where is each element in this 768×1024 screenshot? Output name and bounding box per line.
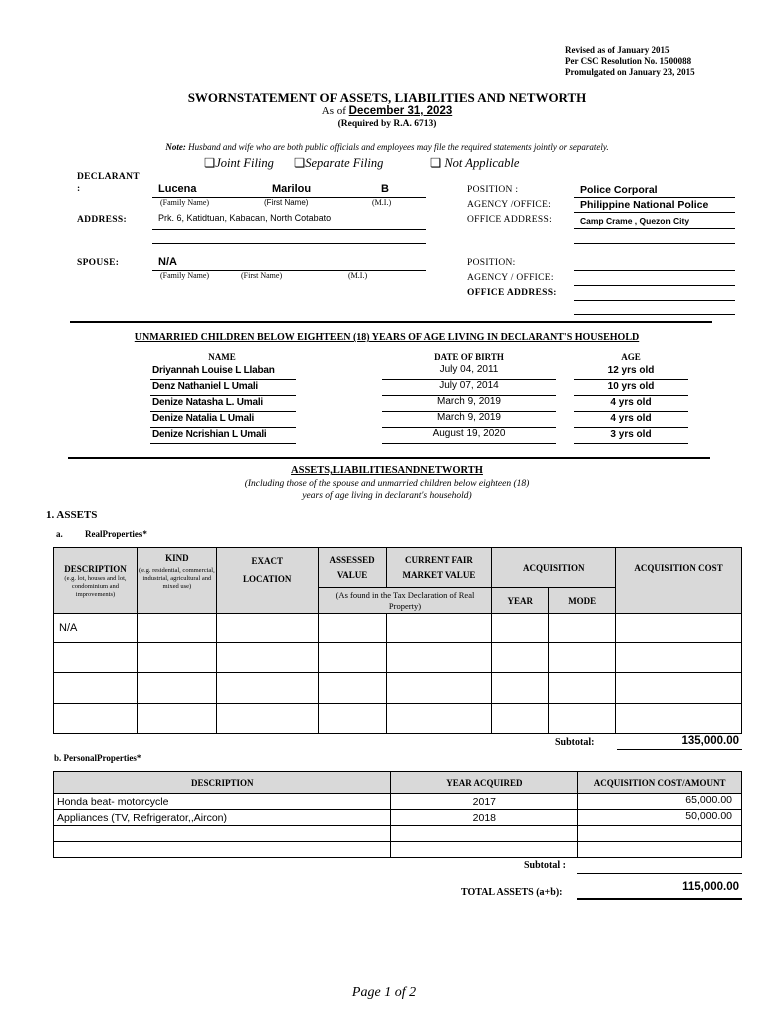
child-name: Denize Natasha L. Umali (152, 397, 263, 408)
header-description (54, 548, 138, 614)
header-kind (137, 548, 216, 614)
alnw-sub-2: years of age living in declarant's household) (302, 491, 472, 501)
header-kind-sub: (e.g. residential, commercial, industrial, agricultural and mixed use) (138, 567, 215, 590)
personal-subtotal-label: Subtotal : (524, 860, 566, 871)
real-subtotal-value[interactable]: 135,000.00 (681, 735, 739, 747)
header-kind-label: KIND (165, 553, 189, 563)
page-number: Page 1 of 2 (351, 985, 417, 1000)
personal-description[interactable] (54, 842, 391, 858)
header-location-2: LOCATION (243, 574, 292, 584)
table-cell[interactable] (492, 614, 549, 643)
section-divider-2 (68, 457, 710, 459)
as-of-date: December 31, 2023 (348, 105, 453, 117)
table-cell[interactable] (216, 643, 318, 673)
list-item (0, 428, 768, 444)
table-cell[interactable] (492, 643, 549, 673)
revision-line-3: Promulgated on January 23, 2015 (565, 67, 695, 77)
personal-title: b. PersonalProperties* (54, 753, 142, 763)
table-row (54, 794, 742, 810)
table-cell[interactable] (318, 614, 386, 643)
child-age: 3 yrs old (610, 429, 652, 440)
revision-line-2: Per CSC Resolution No. 1500088 (565, 56, 692, 66)
real-properties-table (53, 547, 742, 734)
required-by: (Required by R.A. 6713) (337, 119, 437, 129)
list-item (0, 380, 768, 396)
declarant-mi[interactable]: B (381, 183, 389, 195)
child-dob: March 9, 2019 (437, 412, 501, 423)
filing-joint[interactable] (204, 155, 274, 171)
table-cell[interactable] (318, 643, 386, 673)
table-cell[interactable] (137, 614, 216, 643)
as-of-line (0, 105, 768, 117)
header-assessed-1: ASSESSED (329, 554, 375, 565)
table-row (54, 614, 742, 643)
agency-label: AGENCY /OFFICE: (467, 200, 552, 210)
header-description-sub: (e.g. lot, houses and lot, condominium and improvements) (64, 574, 127, 598)
personal-cost[interactable]: 65,000.00 (578, 794, 742, 810)
filing-na[interactable] (430, 155, 519, 171)
table-cell[interactable] (318, 704, 386, 734)
child-dob: August 19, 2020 (432, 428, 506, 439)
child-age: 4 yrs old (610, 413, 652, 424)
row-line (574, 443, 688, 444)
personal-year[interactable]: 2018 (391, 810, 578, 826)
total-assets-value[interactable]: 115,000.00 (682, 881, 739, 893)
header-description-label: DESCRIPTION (64, 563, 127, 574)
table-cell[interactable] (616, 643, 742, 673)
table-cell[interactable] (216, 704, 318, 734)
total-assets-line (577, 898, 742, 900)
child-age: 10 yrs old (607, 381, 655, 392)
spouse-label: SPOUSE: (77, 258, 120, 268)
alnw-title: ASSETS,LIABILITIESANDNETWORTH (291, 465, 483, 476)
filing-joint-label: Joint Filing (215, 156, 274, 170)
filing-separate[interactable] (294, 155, 383, 171)
agency-line (574, 212, 735, 213)
header-personal-description: DESCRIPTION (54, 772, 391, 794)
header-fair-2: MARKET VALUE (402, 569, 476, 580)
children-col-age: AGE (621, 352, 641, 362)
table-cell[interactable] (616, 704, 742, 734)
personal-properties-table (53, 771, 742, 858)
filing-separate-label: Separate Filing (305, 156, 384, 170)
table-cell[interactable] (386, 673, 492, 704)
header-tax-note: (As found in the Tax Declaration of Real Property) (318, 588, 492, 614)
list-item (0, 412, 768, 428)
child-dob: March 9, 2019 (437, 396, 501, 407)
header-acquisition: ACQUISITION (492, 548, 616, 588)
header-year: YEAR (492, 588, 549, 614)
spouse-agency-line (574, 285, 735, 286)
personal-cost[interactable]: 50,000.00 (578, 810, 742, 826)
spouse-agency-label: AGENCY / OFFICE: (467, 273, 554, 283)
declarant-agency[interactable]: Philippine National Police (580, 199, 709, 211)
personal-subtotal-line (577, 873, 742, 874)
personal-cost[interactable] (578, 842, 742, 858)
personal-description[interactable]: Appliances (TV, Refrigerator,,Aircon) (54, 810, 391, 826)
table-cell[interactable] (549, 643, 616, 673)
real-description-cell[interactable] (54, 643, 138, 673)
real-description-cell[interactable]: N/A (54, 614, 138, 643)
office-label: OFFICE ADDRESS: (467, 215, 553, 225)
personal-cost[interactable] (578, 826, 742, 842)
note-label: Note: (165, 142, 186, 152)
personal-year[interactable]: 2017 (391, 794, 578, 810)
assets-heading: 1. ASSETS (46, 509, 98, 521)
first-name-caption: (First Name) (264, 198, 309, 207)
as-of-label: As of (321, 105, 346, 117)
table-cell[interactable] (616, 673, 742, 704)
office-line-1 (574, 228, 735, 229)
header-location (216, 548, 318, 614)
declarant-label: DECLARANT (77, 172, 140, 182)
spouse-position-line (574, 270, 735, 271)
position-label: POSITION : (467, 185, 519, 195)
header-acquisition-cost: ACQUISITION COST (616, 548, 742, 614)
address-label: ADDRESS: (77, 215, 127, 225)
table-cell[interactable] (549, 704, 616, 734)
address-line-1 (152, 229, 426, 230)
table-cell[interactable] (216, 614, 318, 643)
total-assets-label: TOTAL ASSETS (a+b): (461, 887, 563, 898)
note-text: Husband and wife who are both public officials and employees may file the required statements jointly or separately. (188, 142, 609, 152)
spouse-office-label: OFFICE ADDRESS: (467, 288, 557, 298)
checkbox-icon: ❏ (430, 156, 442, 170)
mi-caption: (M.I.) (372, 198, 392, 207)
header-location-1: EXACT (251, 556, 283, 566)
declarant-office[interactable]: Camp Crame , Quezon City (580, 216, 690, 226)
declarant-colon: : (77, 184, 81, 194)
list-item (0, 396, 768, 412)
table-row (54, 842, 742, 858)
revision-block (565, 45, 695, 78)
table-cell[interactable] (386, 643, 492, 673)
real-label: a. (56, 529, 63, 539)
child-dob: July 04, 2011 (439, 364, 499, 375)
table-cell[interactable] (137, 643, 216, 673)
checkbox-icon: ❏ (294, 156, 306, 170)
real-title: RealProperties* (85, 529, 147, 539)
real-description-cell[interactable] (54, 673, 138, 704)
table-row (54, 810, 742, 826)
row-line (150, 443, 296, 444)
table-cell[interactable] (386, 704, 492, 734)
table-cell[interactable] (137, 673, 216, 704)
table-cell[interactable] (549, 673, 616, 704)
children-title: UNMARRIED CHILDREN BELOW EIGHTEEN (18) YEARS OF AGE LIVING IN DECLARANT'S HOUSEHOLD (134, 332, 640, 343)
header-fair-1: CURRENT FAIR (404, 554, 473, 565)
header-fair-value (386, 548, 492, 588)
table-cell[interactable] (386, 614, 492, 643)
children-col-name: NAME (208, 352, 236, 362)
spouse-first-caption: (First Name) (241, 271, 283, 280)
checkbox-icon: ❏ (204, 156, 216, 170)
spouse-family-caption: (Family Name) (160, 271, 210, 280)
header-acquisition-amount: ACQUISITION COST/AMOUNT (578, 772, 742, 794)
alnw-sub-1: (Including those of the spouse and unmarried children below eighteen (18) (244, 479, 530, 489)
personal-year[interactable] (391, 842, 578, 858)
table-cell[interactable] (616, 614, 742, 643)
revision-line-1: Revised as of January 2015 (565, 45, 670, 55)
form-title: SWORNSTATEMENT OF ASSETS, LIABILITIES AND NETWORTH (187, 90, 587, 105)
table-cell[interactable] (318, 673, 386, 704)
table-row (54, 673, 742, 704)
spouse-position-label: POSITION: (467, 258, 516, 268)
position-line (574, 197, 735, 198)
list-item (0, 364, 768, 380)
real-subtotal-line (617, 749, 742, 750)
real-description-cell[interactable] (54, 704, 138, 734)
children-col-dob: DATE OF BIRTH (434, 352, 504, 362)
declarant-first-name[interactable]: Marilou (272, 183, 312, 195)
child-name: Denize Ncrishian L Umali (152, 429, 267, 440)
note-line (0, 142, 768, 152)
table-cell[interactable] (549, 614, 616, 643)
header-mode: MODE (549, 588, 616, 614)
row-line (382, 443, 556, 444)
spouse-name[interactable]: N/A (158, 256, 177, 268)
office-line-2 (574, 243, 735, 244)
header-year-acquired: YEAR ACQUIRED (391, 772, 578, 794)
family-name-caption: (Family Name) (160, 198, 210, 207)
spouse-office-line-2 (574, 314, 735, 315)
child-name: Driyannah Louise L Llaban (152, 365, 275, 376)
child-name: Denz Nathaniel L Umali (152, 381, 258, 392)
header-assessed (318, 548, 386, 588)
table-row (54, 704, 742, 734)
child-age: 12 yrs old (607, 365, 655, 376)
spouse-office-line-1 (574, 300, 735, 301)
table-cell[interactable] (492, 704, 549, 734)
header-assessed-2: VALUE (336, 569, 368, 580)
filing-na-label: Not Applicable (444, 156, 520, 170)
table-cell[interactable] (492, 673, 549, 704)
child-name: Denize Natalia L Umali (152, 413, 255, 424)
real-subtotal-label: Subtotal: (555, 737, 595, 748)
table-cell[interactable] (137, 704, 216, 734)
personal-description[interactable] (54, 826, 391, 842)
child-dob: July 07, 2014 (439, 380, 499, 391)
table-row (54, 826, 742, 842)
address-line-2 (152, 243, 426, 244)
child-age: 4 yrs old (610, 397, 652, 408)
table-cell[interactable] (216, 673, 318, 704)
personal-year[interactable] (391, 826, 578, 842)
declarant-family-name[interactable]: Lucena (158, 183, 197, 195)
table-row (54, 643, 742, 673)
declarant-address[interactable]: Prk. 6, Katidtuan, Kabacan, North Cotabato (158, 213, 332, 223)
personal-description[interactable]: Honda beat- motorcycle (54, 794, 391, 810)
spouse-mi-caption: (M.I.) (348, 271, 368, 280)
declarant-position[interactable]: Police Corporal (580, 184, 658, 196)
section-divider (70, 321, 712, 323)
